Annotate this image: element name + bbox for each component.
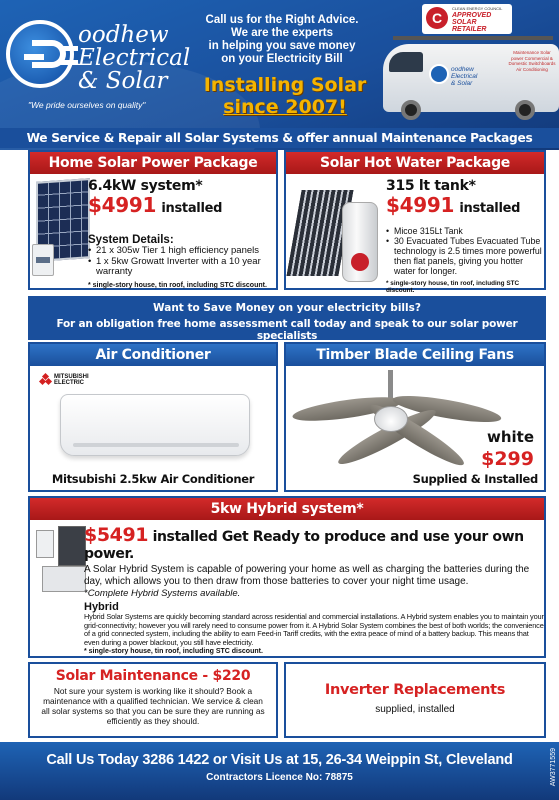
list-item: • Micoe 315Lt Tank (386, 226, 542, 236)
hybrid-price-line (84, 524, 544, 562)
mitsubishi-logo-line-1: MITSUBISHI (54, 374, 89, 380)
hot-water-title: Solar Hot Water Package (286, 152, 544, 174)
footer (0, 742, 559, 800)
approved-text (452, 12, 491, 33)
call-line-2: We are the experts (230, 27, 334, 39)
installing-text: Installing Solar (203, 74, 367, 96)
installing-solar-headline (200, 74, 370, 118)
hw-details-list (386, 226, 542, 276)
call-line-3: in helping you save money (208, 40, 356, 52)
maintenance-body: Not sure your system is working like it should? Book a maintenance with a qualified technician. We service & clean all solar systems so that you can be sure they are running as efficiently as they should. (41, 686, 265, 726)
obligation-banner (28, 296, 546, 340)
hybrid-italic: *Complete Hybrid Systems available. (84, 588, 241, 599)
list-item: • 21 x 305w Tier 1 high efficiency panels (88, 246, 276, 257)
home-solar-title: Home Solar Power Package (30, 152, 276, 174)
hw-system-size: 315 lt tank* (386, 178, 476, 194)
service-banner: We Service & Repair all Solar Systems & offer annual Maintenance Packages (0, 128, 559, 148)
hot-water-image (294, 180, 386, 286)
list-item: • 30 Evacuated Tubes Evacuated Tube technology is 2.5 times more powerful then flat panels, giving you hotter water for longer. (386, 236, 542, 276)
hybrid-subtitle: Hybrid (84, 601, 119, 613)
van-side-text: Maintenance Solar power Commercial & Domestic Switchboards Air Conditioning (508, 50, 556, 72)
brand-line-1: oodhew (78, 22, 169, 48)
home-details-title: System Details: (88, 234, 174, 246)
hybrid-note: * single-story house, tin roof, including STC discount. (84, 648, 263, 656)
air-conditioner-image (60, 394, 250, 456)
hw-note: * single-story house, tin roof, including STC discount. (386, 280, 520, 294)
hybrid-body: A Solar Hybrid System is capable of powering your home as well as charging the batteries during the day, which allows you to then draw from those batteries to cover your night time usage. (84, 564, 530, 587)
ad-code: AW3771559 (550, 748, 557, 787)
brand-name (78, 24, 190, 93)
tagline: "We pride ourselves on quality" (28, 100, 146, 110)
approved-line-3: RETAILER (452, 26, 487, 33)
header (0, 0, 559, 150)
ceiling-fans-panel (284, 342, 546, 492)
van-wheel-icon (401, 100, 421, 120)
fan-supplied: Supplied & Installed (412, 472, 538, 486)
call-line-4: on your Electricity Bill (221, 53, 343, 65)
hybrid-price-rest: installed Get Ready to produce and use your own power. (84, 529, 524, 562)
hot-water-panel (284, 150, 546, 294)
maintenance-title: Solar Maintenance - $220 (55, 668, 251, 684)
home-system-size: 6.4kW system* (88, 178, 203, 194)
home-price-suffix: installed (161, 201, 223, 216)
home-price-line (88, 194, 276, 220)
hybrid-title: 5kw Hybrid system* (30, 498, 544, 520)
footer-licence: Contractors Licence No: 78875 (206, 772, 353, 783)
home-solar-panel (28, 150, 278, 290)
hw-price-suffix: installed (459, 201, 521, 216)
cec-logo-icon: C (426, 7, 448, 29)
air-conditioner-panel (28, 342, 278, 492)
inverter-title: Inverter Replacements (324, 682, 506, 698)
air-con-title: Air Conditioner (30, 344, 276, 366)
obligation-line-1: Want to Save Money on your electricity bills? (153, 302, 421, 314)
inverter-image (32, 244, 54, 276)
mitsubishi-logo-line-2: ELECTRIC (54, 380, 84, 386)
inverter-replacements-panel (284, 662, 546, 738)
hw-price-line (386, 194, 542, 220)
hybrid-small-text: Hybrid Solar Systems are quickly becoming standard across residential and commercial installations. A Hybrid system enables you to maintain your grid-connectivity; however you will rarely need to consume power from it. A Hybrid Solar System combines the best of both worlds; the convenience of a grid connected system, including the ability to earn Feed-in Tariff credits, with the extra peace of mind of a battery backup. This means that even during a power blackout, you still have electricity. (84, 612, 544, 647)
ceiling-fan-image (292, 370, 492, 466)
list-item: • 1 x 5kw Growatt Inverter with a 10 year warranty (88, 257, 276, 278)
obligation-line-2: For an obligation free home assessment call today and speak to our solar power specialists (56, 318, 518, 342)
hybrid-system-panel (28, 496, 546, 658)
van-logo-icon (429, 64, 449, 84)
since-text: since 2007! (223, 96, 347, 118)
footer-call-line: Call Us Today 3286 1422 or Visit Us at 15, 26-34 Weippin St, Cleveland (46, 752, 513, 768)
mitsubishi-diamonds-icon (40, 374, 51, 385)
home-price: $4991 (88, 193, 157, 217)
water-tank-image (342, 202, 378, 282)
fan-color: white (486, 428, 534, 446)
company-van-image (383, 30, 559, 122)
van-brand-2: Electrical (451, 73, 478, 80)
van-brand-1: oodhew (451, 66, 474, 73)
call-line-1: Call us for the Right Advice. (205, 14, 359, 26)
air-con-caption: Mitsubishi 2.5kw Air Conditioner (51, 472, 255, 486)
home-details-list (88, 246, 276, 278)
company-logo-icon (6, 20, 74, 88)
fan-price: $299 (481, 448, 534, 470)
brand-line-3: & Solar (78, 68, 168, 94)
home-note: * single-story house, tin roof, including STC discount. (88, 281, 267, 289)
fans-title: Timber Blade Ceiling Fans (286, 344, 544, 366)
hw-price: $4991 (386, 193, 455, 217)
hybrid-price: $5491 (84, 524, 149, 546)
van-brand-3: & Solar (451, 80, 473, 87)
approved-small: CLEAN ENERGY COUNCIL (452, 6, 503, 11)
van-wheel-icon (515, 100, 535, 120)
solar-maintenance-panel (28, 662, 278, 738)
van-brand (451, 66, 477, 87)
mitsubishi-logo (40, 374, 89, 386)
call-advice (192, 14, 372, 66)
brand-line-2: Electrical (78, 45, 191, 71)
inverter-sub: supplied, installed (375, 704, 455, 715)
approved-retailer-badge (422, 4, 512, 34)
approved-line-1: APPROVED (452, 12, 492, 19)
approved-line-2: SOLAR (452, 19, 477, 26)
